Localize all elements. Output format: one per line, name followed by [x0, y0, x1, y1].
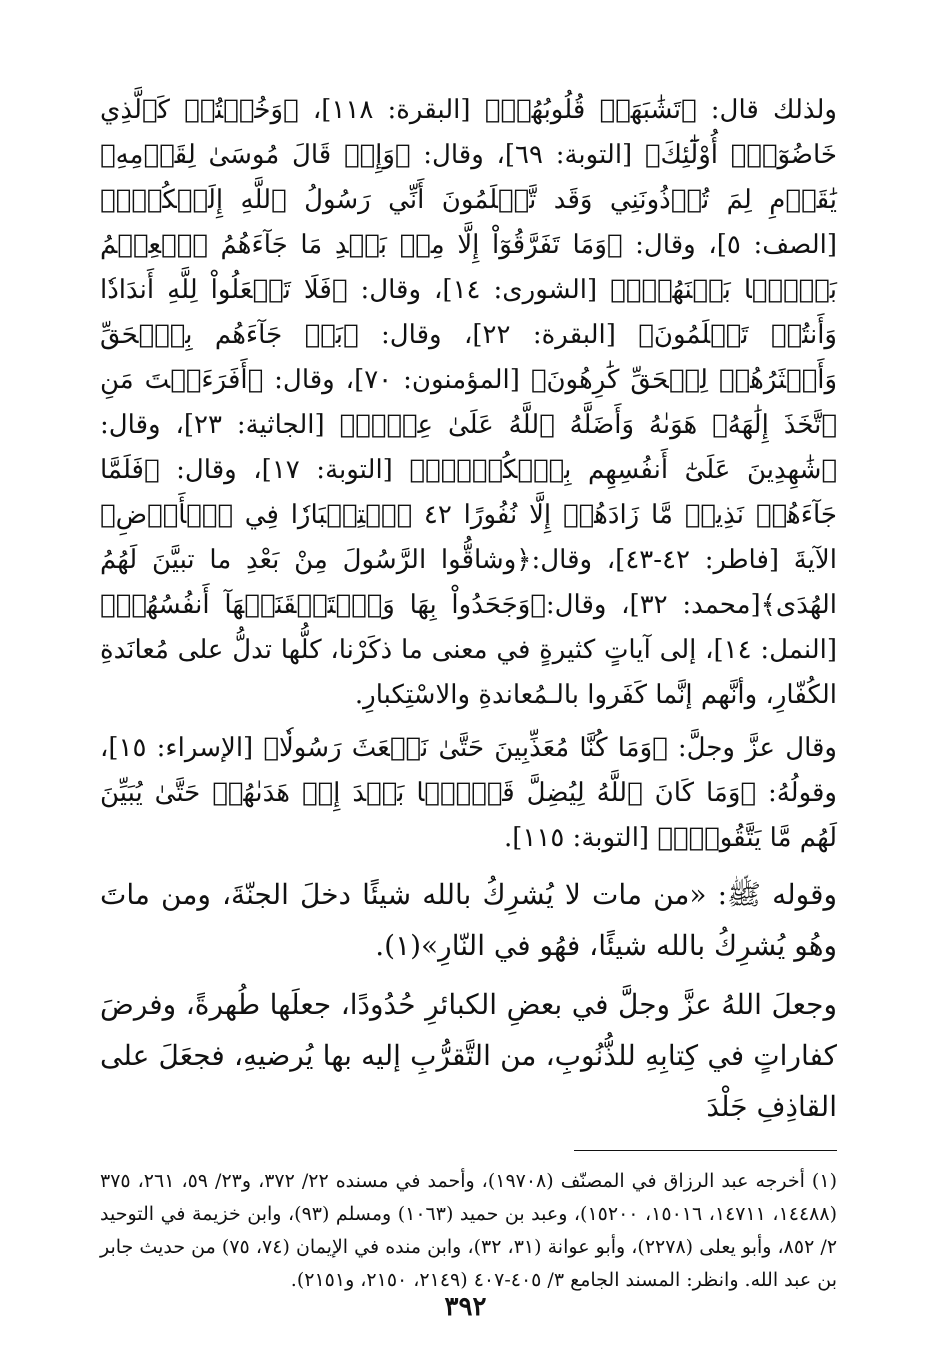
body-paragraph-3: وقوله ﷺ: «من مات لا يُشرِكُ بالله شيئًا دخلَ الجنّةَ، ومن ماتَ وهُو يُشرِكُ بالله شيئًا، فهُو في النّارِ»(١). — [100, 878, 837, 962]
body-paragraph-2: وقال عزَّ وجلَّ: ﴿وَمَا كُنَّا مُعَذِّبِينَ حَتَّىٰ نَبۡعَثَ رَسُولٗا﴾ [الإسراء: ١٥]، وقولُهُ: ﴿وَمَا كَانَ ٱللَّهُ لِيُضِلَّ قَوۡمَۢا بَعۡدَ إِذۡ هَدَىٰهُمۡ حَتَّىٰ يُبَيِّنَ لَهُم مَّا يَتَّقُونَۚ﴾ [التوبة: ١١٥]. — [100, 733, 837, 853]
body-paragraph-4: وجعلَ اللهُ عزَّ وجلَّ في بعضِ الكبائرِ حُدُودًا، جعلَها طُهرةً، وفرضَ كفاراتٍ في كِتابِهِ للذُّنُوبِ، من التَّقرُّبِ إليه بها يُرضيهِ، فجعَلَ على القاذِفِ جَلْدَ — [100, 988, 837, 1123]
page-number: ٣٩٢ — [444, 1292, 487, 1322]
body-paragraph-1: ولذلك قال: ﴿تَشَٰبَهَتۡ قُلُوبُهُمۡ﴾ [البقرة: ١١٨]، ﴿وَخُضۡتُمۡ كَٱلَّذِي خَاضُوٓاْۚ أُوْلَٰٓئِكَ﴾ [التوبة: ٦٩]، وقال: ﴿وَإِذۡ قَالَ مُوسَىٰ لِقَوۡمِهِۦ يَٰقَوۡمِ لِمَ تُؤۡذُونَنِي وَقَد تَّعۡلَمُونَ أَنِّي رَسُولُ ٱللَّهِ إِلَيۡكُمۡۖ﴾ [الصف: ٥]، وقال: ﴿وَمَا تَفَرَّقُوٓاْ إِلَّا مِنۢ بَعۡدِ مَا جَآءَهُمُ ٱلۡعِلۡمُ بَغۡيَۢا بَيۡنَهُمۡۚ﴾ [الشورى: ١٤]، وقال: ﴿فَلَا تَجۡعَلُواْ لِلَّهِ أَندَادٗا وَأَنتُمۡ تَعۡلَمُونَ﴾ [البقرة: ٢٢]، وقال: ﴿بَلۡ جَآءَهُم بِٱلۡحَقِّ وَأَكۡثَرُهُمۡ لِلۡحَقِّ كَٰرِهُونَ﴾ [المؤمنون: ٧٠]، وقال: ﴿أَفَرَءَيۡتَ مَنِ ٱتَّخَذَ إِلَٰهَهُۥ هَوَىٰهُ وَأَضَلَّهُ ٱللَّهُ عَلَىٰ عِلۡمٖ﴾ [الجاثية: ٢٣]، وقال: ﴿شَٰهِدِينَ عَلَىٰٓ أَنفُسِهِم بِٱلۡكُفۡرِۚ﴾ [التوبة: ١٧]، وقال: ﴿فَلَمَّا جَآءَهُمۡ نَذِيرٞ مَّا زَادَهُمۡ إِلَّا نُفُورًا ٤٢ ٱسۡتِكۡبَارٗا فِي ٱلۡأَرۡضِ﴾ الآيةَ [فاطر: ٤٢-٤٣]، وقال:﴿وشاقُّوا الرَّسُولَ مِنْ بَعْدِ ما تبيَّنَ لَهُمُ الهُدَى﴾[محمد: ٣٢]، وقال:﴿وَجَحَدُواْ بِهَا وَٱسۡتَيۡقَنَتۡهَآ أَنفُسُهُمۡ﴾ [النمل: ١٤]، إلى آياتٍ كثيرةٍ في معنى ما ذكَرْنا، كلُّها تدلُّ على مُعانَدةِ الكُفّارِ، وأنَّهم إنَّما كَفَروا بالـمُعاندةِ والاسْتِكبارِ. — [100, 95, 838, 710]
footnote: (١) أخرجه عبد الرزاق في المصنّف (١٩٧٠٨)، وأحمد في مسنده ٢٢/ ٣٧٢، و٢٣/ ٥٩، ٢٦١، ٣٧٥ (١٤٤٨٨، ١٤٧١١، ١٥٠١٦، ١٥٢٠٠)، وعبد بن حميد (١٠٦٣) ومسلم (٩٣)، وابن خزيمة في التوحيد ٢/ ٨٥٢، وأبو يعلى (٢٢٧٨)، وأبو عوانة (٣١، ٣٢)، وابن منده في الإيمان (٧٤، ٧٥) من حديث جابر بن عبد الله. وانظر: المسند الجامع ٣/ ٤٠٥-٤٠٧ (٢١٤٩، ٢١٥٠، و٢١٥١). — [100, 1170, 838, 1291]
footnote-divider — [574, 1150, 837, 1151]
